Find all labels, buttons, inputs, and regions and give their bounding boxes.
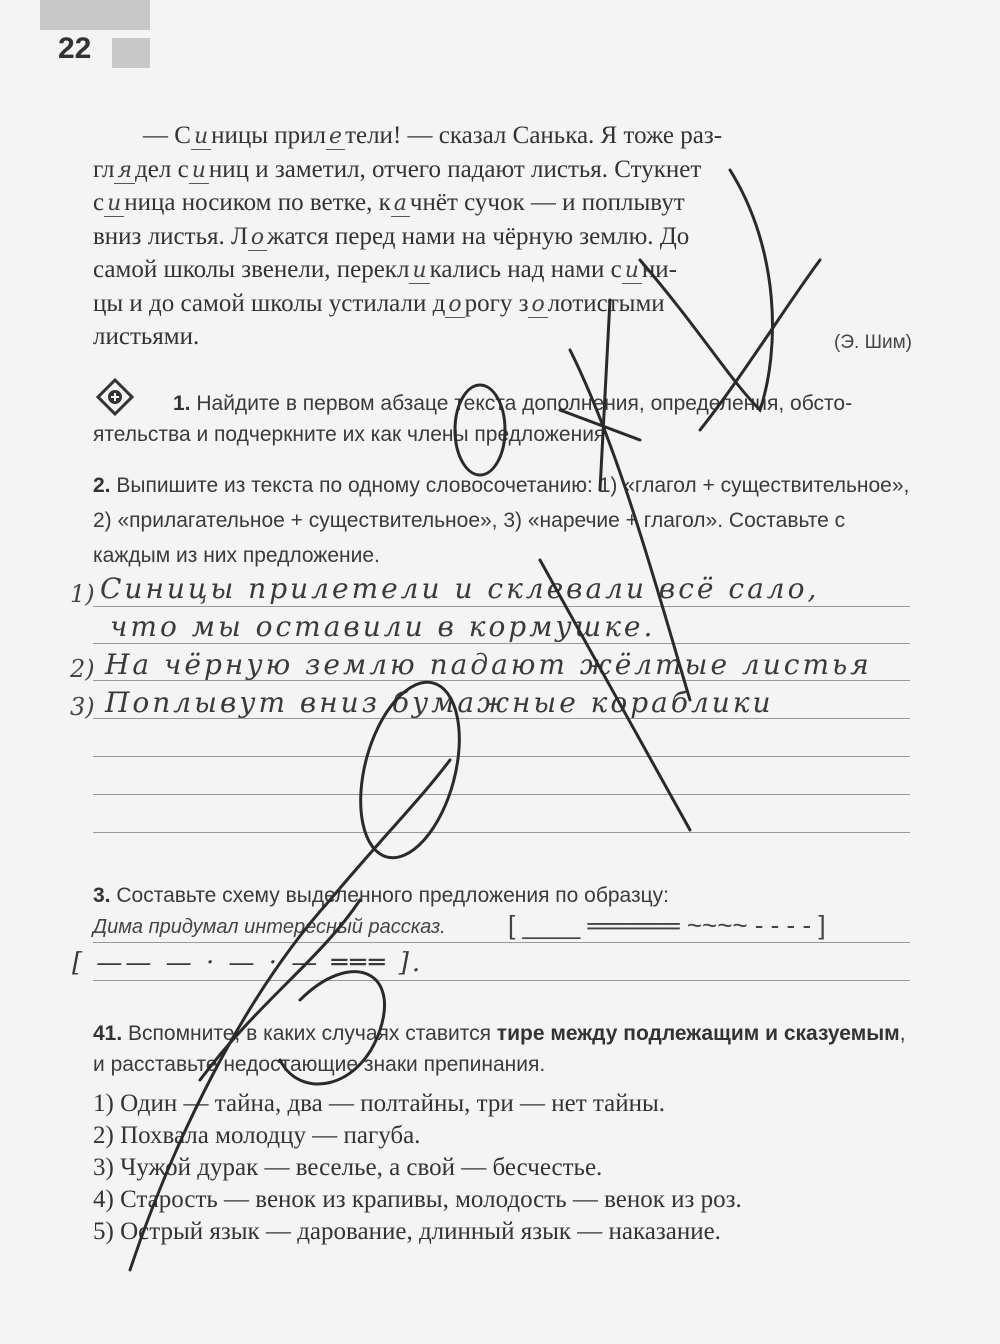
passage-author: (Э. Шим) <box>834 332 912 353</box>
task-text: , и расставьте недостающие знаки препинания. <box>93 1022 906 1076</box>
handwritten-answer: Поплывут вниз бумажные кораблики <box>105 686 774 719</box>
filled-letter: о <box>248 225 267 251</box>
text: ни- <box>641 256 678 283</box>
text: чнёт сучок — и поплывут <box>409 189 685 216</box>
task-text: Выпишите из текста по одному словосочетанию: 1) «глагол + существительное», 2) «прилагательное + существительное», 3) «наречие + глагол». Составьте с каждым из них предложение. <box>93 474 910 567</box>
task-text: Составьте схему выделенного предложения по образцу: <box>116 884 669 907</box>
handwritten-answer: что мы оставили в кормушке. <box>110 610 656 643</box>
text: ница носиком по ветке, к <box>124 189 391 216</box>
text: лотистыми <box>547 289 665 317</box>
filled-letter: и <box>104 191 124 217</box>
text: самой школы звенели, перекл <box>93 256 410 283</box>
filled-letter: я <box>114 158 135 184</box>
filled-letter: и <box>189 158 209 184</box>
text: цы и до самой школы устилали д <box>93 289 446 317</box>
proverb: 3) Чужой дурак — веселье, а свой — бесчестье. <box>93 1154 603 1181</box>
answer-number: 3) <box>70 693 95 721</box>
proverb: 1) Один — тайна, два — полтайны, три — нет тайны. <box>93 1090 666 1117</box>
task-number: 41. <box>93 1022 123 1045</box>
filled-letter: и <box>622 258 642 284</box>
task-number: 2. <box>93 474 111 497</box>
text: кались над нами с <box>429 256 622 283</box>
text: гл <box>93 155 115 183</box>
task-text-bold: тире между подлежащим и сказуемым <box>496 1022 900 1045</box>
handwritten-scheme: [ —— — · — · — ═══ ]. <box>72 948 424 978</box>
text: — С <box>143 122 191 149</box>
text: листьями. <box>93 323 200 350</box>
proverb: 5) Острый язык — дарование, длинный язык — наказание. <box>93 1218 721 1245</box>
page-number: 22 <box>58 32 92 65</box>
text: ницы прил <box>211 122 327 149</box>
text: ниц и заметил, отчего падают листья. Стукнет <box>208 155 702 183</box>
answer-number: 2) <box>70 655 95 683</box>
text: рогу з <box>464 289 529 317</box>
task-text: Найдите в первом абзаце текста дополнения, определения, обстоятельства и подчеркните их как члены предложения. <box>93 392 853 446</box>
handwritten-answer: Синицы прилетели и склевали всё сало, <box>100 572 820 605</box>
filled-letter: а <box>391 191 410 217</box>
task-text: Вспомните, в каких случаях ставится <box>128 1022 497 1045</box>
answer-number: 1) <box>70 580 95 608</box>
text: дел с <box>135 155 189 183</box>
filled-letter: и <box>191 124 211 150</box>
filled-letter: и <box>409 258 429 284</box>
text: с <box>93 189 105 216</box>
example-scheme: [ ____ ═════ ~~~~ - - - - ] <box>508 910 826 940</box>
example-sentence: Дима придумал интересный рассказ. <box>93 916 446 938</box>
handwritten-answer: На чёрную землю падают жёлтые листья <box>105 648 872 681</box>
task-number: 3. <box>93 884 111 907</box>
filled-letter: е <box>326 124 345 150</box>
proverb: 2) Похвала молодцу — пагуба. <box>93 1122 421 1149</box>
proverb: 4) Старость — венок из крапивы, молодость — венок из роз. <box>93 1186 742 1213</box>
text: вниз листья. Л <box>93 222 248 250</box>
filled-letter: о <box>445 292 464 318</box>
filled-letter: о <box>528 292 547 318</box>
text: тели! — сказал Санька. Я тоже раз- <box>345 122 723 149</box>
task-number: 1. <box>173 392 191 415</box>
text: жатся перед нами на чёрную землю. До <box>267 222 690 250</box>
